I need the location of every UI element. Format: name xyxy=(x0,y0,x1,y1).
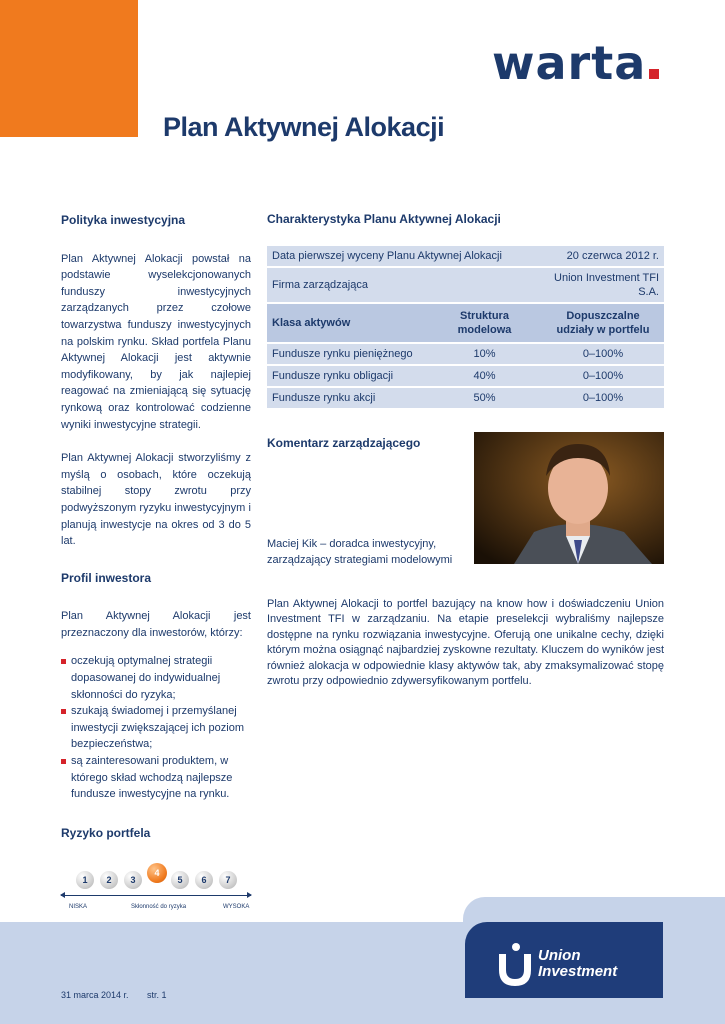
policy-paragraph-1: Plan Aktywnej Alokacji powstał na podstawie wyselekcjonowanych funduszy inwestycyjnych zarządzanych przez czołowe towarzystwa funduszy inwestycyjnych na polskim rynku. Skład portfela Planu Aktywnej Alokacji jest aktywnie modyfikowany, by jak najlepiej reagować na zmieniającą się sytuację rynkową oraz kontrolować codzienne wyniki inwestycyjne strategii. xyxy=(61,252,251,431)
risk-mid-label: Skłonność do ryzyka xyxy=(131,904,187,911)
warta-logo: warta xyxy=(492,40,659,86)
page-title: Plan Aktywnej Alokacji xyxy=(163,112,445,142)
profile-list-item: oczekują optymalnej strategii dopasowanej do indywidualnej skłonności do ryzyka; xyxy=(61,653,251,703)
profile-list xyxy=(61,653,251,802)
profile-list-item: szukają świadomej i przemyślanej inwestycji zwiększającej ich poziom bezpieczeństwa; xyxy=(61,703,251,753)
table-header-row xyxy=(267,303,664,343)
table-row xyxy=(267,267,664,303)
profile-intro: Plan Aktywnej Alokacji jest przeznaczony dla inwestorów, którzy: xyxy=(61,610,251,639)
asset-class-cell: Fundusze rynku obligacji xyxy=(267,365,427,387)
comment-heading: Komentarz zarządzającego xyxy=(267,436,421,450)
manager-comment-text: Plan Aktywnej Alokacji to portfel bazujący na know how i doświadczeniu Union Investment TFI w zarządzaniu. Na etapie preselekcji wybraliśmy najlepsze dostępne na rynku rozwiązania inwestycyjne. Oferują one unikalne cechy, dzięki którym można osiągnąć najbardziej zyskowne rezultaty. Kluczem do wyników jest również alokacja w odpowiednie klasy aktywów tak, aby zmaksymalizować stopę zwrotu przy odpowiednio zdywersyfikowanym portfelu. xyxy=(267,598,664,688)
col-allowed-share: Dopuszczalne udziały w portfelu xyxy=(542,303,664,343)
asset-class-cell: Fundusze rynku akcji xyxy=(267,387,427,409)
model-structure-cell: 10% xyxy=(427,343,542,365)
allowed-share-cell: 0–100% xyxy=(542,387,664,409)
left-column xyxy=(61,212,251,988)
management-firm-label: Firma zarządzająca xyxy=(267,267,542,303)
risk-level-4-selected: 4 xyxy=(147,863,167,883)
model-structure-cell: 50% xyxy=(427,387,542,409)
risk-high-label: WYSOKA xyxy=(223,904,250,911)
allowed-share-cell: 0–100% xyxy=(542,365,664,387)
characteristics-heading: Charakterystyka Planu Aktywnej Alokacji xyxy=(267,212,501,226)
brand-line-1: Union xyxy=(538,947,581,964)
risk-low-label: NISKA xyxy=(69,904,88,911)
risk-level-1: 1 xyxy=(76,871,94,889)
policy-heading: Polityka inwestycyjna xyxy=(61,213,186,227)
col-model-structure: Struktura modelowa xyxy=(427,303,542,343)
table-row xyxy=(267,246,664,267)
manager-caption: Maciej Kik – doradca inwestycyjny, zarządzający strategiami modelowymi xyxy=(267,538,453,566)
risk-level-3: 3 xyxy=(124,871,142,889)
portrait-illustration xyxy=(474,432,664,564)
first-valuation-value: 20 czerwca 2012 r. xyxy=(542,246,664,267)
table-row xyxy=(267,343,664,365)
risk-level-7: 7 xyxy=(219,871,237,889)
allowed-share-cell: 0–100% xyxy=(542,343,664,365)
orange-corner-block xyxy=(0,0,138,137)
model-structure-cell: 40% xyxy=(427,365,542,387)
right-column xyxy=(267,212,665,410)
characteristics-table xyxy=(267,246,664,410)
footer-date: 31 marca 2014 r. xyxy=(61,990,129,1000)
profile-list-item: są zainteresowani produktem, w którego skład wchodzą najlepsze fundusze inwestycyjne na rynku. xyxy=(61,753,251,803)
risk-level-2: 2 xyxy=(100,871,118,889)
management-firm-value: Union Investment TFI S.A. xyxy=(542,267,664,303)
manager-portrait-photo xyxy=(474,432,664,564)
table-row xyxy=(267,387,664,409)
risk-level-6: 6 xyxy=(195,871,213,889)
union-investment-wordmark xyxy=(538,948,617,980)
risk-scale xyxy=(61,851,251,911)
risk-level-5: 5 xyxy=(171,871,189,889)
first-valuation-label: Data pierwszej wyceny Planu Aktywnej Alokacji xyxy=(267,246,542,267)
footer-page-number: str. 1 xyxy=(147,990,167,1000)
risk-heading: Ryzyko portfela xyxy=(61,825,151,840)
brand-line-2: Investment xyxy=(538,963,618,980)
risk-axis xyxy=(61,895,251,896)
table-row xyxy=(267,365,664,387)
profile-heading: Profil inwestora xyxy=(61,570,152,585)
col-asset-class: Klasa aktywów xyxy=(267,303,427,343)
policy-paragraph-2: Plan Aktywnej Alokacji stworzyliśmy z myślą o osobach, które oczekują stabilnej stopy zwrotu przy podwyższonym ryzyku inwestycyjnym i planują inwestycje na okres od 3 do 5 lat. xyxy=(61,452,251,548)
asset-class-cell: Fundusze rynku pieniężnego xyxy=(267,343,427,365)
logo-dot xyxy=(649,69,659,79)
